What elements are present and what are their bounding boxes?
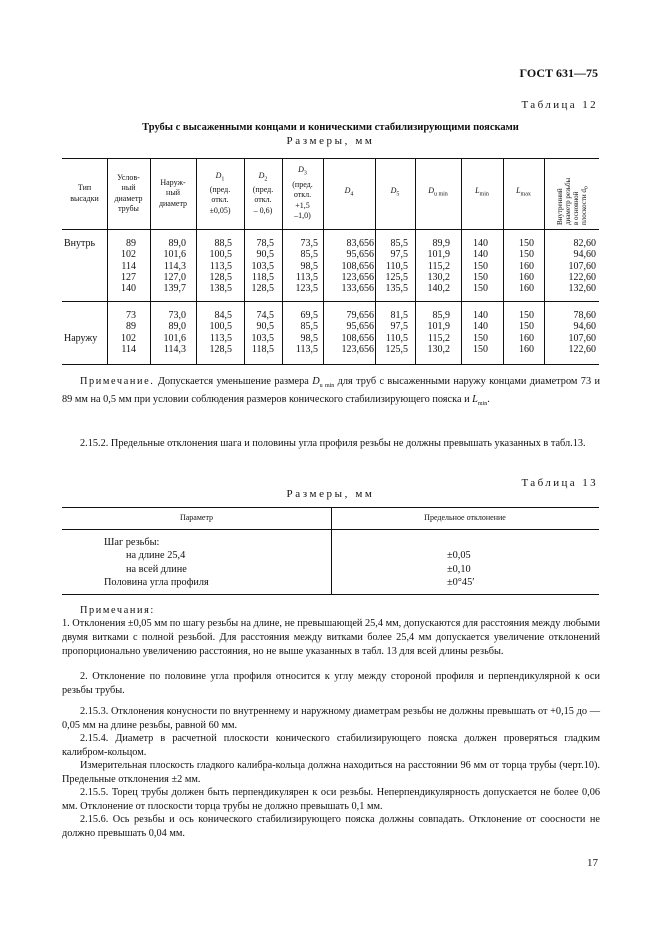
data-cell: 140	[121, 283, 136, 295]
header-text: диаметр	[158, 198, 188, 208]
data-cell: 118,5	[251, 271, 274, 283]
header-d1	[196, 158, 244, 229]
note-symbol: L	[472, 394, 478, 406]
header-symbol: D	[344, 186, 351, 196]
data-column	[121, 310, 136, 355]
data-cell: 100,5	[209, 249, 232, 261]
header-symbol: L	[475, 186, 480, 196]
data-cell: 113,5	[209, 332, 232, 344]
data-cell: 90,5	[256, 249, 274, 261]
data-cell: 127,0	[163, 271, 186, 283]
table13-note-2	[62, 670, 600, 698]
data-cell: 160	[519, 343, 534, 355]
data-column	[473, 310, 488, 355]
data-cell: 122,60	[568, 271, 596, 283]
header-text: – 0,6)	[253, 205, 273, 215]
header-subscript: 2	[264, 176, 268, 183]
header-text: Услов-	[117, 172, 140, 182]
data-cell: 102	[121, 249, 136, 261]
data-cell: 114,3	[163, 343, 186, 355]
header-l-min	[461, 158, 503, 229]
header-text: откл.	[211, 195, 229, 205]
data-cell: 150	[519, 321, 534, 333]
paragraph-text: 2.15.4. Диаметр в расчетной плоскости конического стабилизирующего пояска должен проверяться гладким калибром-кольцом.	[62, 733, 600, 758]
data-column	[210, 310, 233, 355]
header-subscript: 1	[221, 176, 225, 183]
data-cell: 118,5	[251, 343, 274, 355]
data-cell: 73,5	[300, 238, 318, 249]
data-cell: 90,5	[256, 321, 274, 333]
data-cell: 113,5	[295, 271, 318, 283]
paragraph-2-15-4-b	[62, 759, 600, 787]
data-cell: 110,5	[385, 260, 408, 272]
header-symbol: D	[258, 170, 265, 180]
table13-header-deviation	[331, 507, 599, 529]
table12-bottom-rule	[62, 364, 599, 365]
table13-dimensions-label: Размеры, мм	[286, 488, 375, 500]
data-cell: 125,5	[385, 271, 408, 283]
data-cell: 101,6	[163, 332, 186, 344]
data-cell: 97,5	[390, 321, 408, 333]
header-du-min	[415, 158, 461, 229]
header-text: откл.	[293, 190, 312, 200]
header-outer-diameter	[150, 158, 196, 229]
data-cell: 89,9	[432, 238, 450, 249]
data-cell: 140	[473, 310, 488, 321]
data-cell: 98,5	[300, 332, 318, 344]
data-cell: 73,0	[168, 310, 186, 321]
data-cell: 84,5	[214, 310, 232, 321]
data-cell: 82,60	[573, 238, 596, 249]
data-cell: 100,5	[209, 321, 232, 333]
data-cell: 122,60	[568, 343, 596, 355]
table13-value-cell: ±0°45′	[447, 577, 475, 588]
header-text: Внутренний	[556, 188, 564, 225]
standard-code: ГОСТ 631—75	[519, 66, 598, 80]
paragraph-text: 2.15.5. Торец трубы должен быть перпендикулярен к оси резьбы. Неперпендикулярность допускается не более 0,06 мм. Отклонение от плоскости торца трубы не должно превышать 0,1 мм.	[62, 787, 600, 812]
data-cell: 114	[121, 260, 136, 272]
paragraph-2-15-5	[62, 786, 600, 814]
group-label-outward: Наружу	[64, 333, 98, 344]
note-symbol: D	[312, 376, 320, 387]
data-cell: 74,5	[256, 310, 274, 321]
note-text: 2. Отклонение по половине угла профиля относится к углу между стороной профиля и перпендикулярной к оси резьбы трубы.	[62, 671, 600, 696]
paragraph-text: 2.15.2. Предельные отклонения шага и половины угла профиля резьбы не должны превышать указанных в табл.13.	[80, 438, 586, 449]
data-column	[473, 238, 488, 294]
data-cell: 85,5	[390, 238, 408, 249]
data-column	[428, 310, 451, 355]
data-column	[569, 310, 597, 355]
header-symbol: D	[428, 186, 434, 196]
header-text: трубы	[118, 204, 139, 213]
table13-value-cell: ±0,10	[447, 564, 471, 575]
header-d5	[375, 158, 415, 229]
data-cell: 101,9	[427, 249, 450, 261]
header-subscript: u min	[433, 192, 448, 199]
header-subscript: 5	[396, 192, 400, 199]
data-cell: 130,2	[427, 343, 450, 355]
header-d3	[282, 158, 323, 229]
data-cell: 128,5	[251, 283, 274, 295]
data-cell: 108,656	[341, 260, 374, 272]
header-text: Параметр	[179, 512, 214, 522]
data-cell: 73	[126, 310, 136, 321]
header-subscript: 4	[350, 192, 354, 199]
data-cell: 103,5	[251, 260, 274, 272]
header-text: Тип	[77, 183, 92, 192]
data-cell: 83,656	[346, 238, 374, 249]
data-column	[210, 238, 233, 294]
data-cell: 81,5	[390, 310, 408, 321]
data-cell: 102	[121, 332, 136, 344]
data-cell: 115,2	[427, 332, 450, 344]
paragraph-text: 2.15.6. Ось резьбы и ось конического стабилизирующего пояска должны совпадать. Отклонение от соосности не должно превышать 0,04 мм.	[62, 814, 600, 839]
header-text: +1,5	[295, 200, 310, 210]
header-subscript: o	[583, 186, 590, 190]
table13-param-cell: на всей длине	[126, 564, 187, 575]
data-cell: 150	[519, 249, 534, 261]
note-subscript: min	[477, 401, 488, 408]
data-column	[296, 238, 319, 294]
data-column	[342, 238, 375, 294]
header-subscript: 3	[303, 171, 307, 178]
table13-caption: Таблица 13	[521, 477, 598, 489]
header-text: (пред.	[209, 184, 231, 194]
data-cell: 150	[519, 310, 534, 321]
paragraph-2-15-2	[62, 437, 600, 451]
data-cell: 95,656	[346, 249, 374, 261]
data-cell: 79,656	[346, 310, 374, 321]
data-cell: 160	[519, 271, 534, 283]
data-cell: 114,3	[163, 260, 186, 272]
paragraph-2-15-4	[62, 732, 600, 760]
data-cell: 101,6	[163, 249, 186, 261]
data-cell: 140	[473, 238, 488, 249]
table13-notes-title	[62, 604, 600, 618]
data-cell: 138,5	[209, 283, 232, 295]
header-symbol: D	[298, 165, 304, 175]
data-cell: 128,5	[209, 271, 232, 283]
data-cell: 115,2	[427, 260, 450, 272]
header-l-max	[503, 158, 544, 229]
data-column	[569, 238, 597, 294]
table12-group-rule	[62, 301, 599, 302]
data-cell: 140,2	[427, 283, 450, 295]
header-text: (пред.	[292, 179, 313, 189]
header-nominal-diameter	[107, 158, 150, 229]
note-text: 1. Отклонения ±0,05 мм по шагу резьбы на длине, не превышающей 25,4 мм, допускаются для расстояния между любыми двумя витками с полной резьбой. Для расстояния между витками более 25,4 мм допускается увеличение отклонений пропорционально увеличению расстояния, но не выше указанных в табл. 13 для всей длины резьбы.	[62, 618, 600, 657]
note-label: Примечание.	[80, 376, 155, 387]
notes-title: Примечания:	[80, 605, 155, 616]
header-text: Наруж-	[160, 177, 186, 187]
data-cell: 98,5	[300, 260, 318, 272]
data-cell: 123,656	[341, 343, 374, 355]
note-text: для труб с высаженными наружу концами диаметром 73 и 89 мм на 0,5 мм при условии соблюдения размеров конического стабилизирующего пояска и	[62, 376, 600, 406]
data-cell: 107,60	[568, 260, 596, 272]
note-text: .	[487, 394, 490, 406]
data-cell: 94,60	[573, 321, 596, 333]
data-cell: 127	[121, 271, 136, 283]
table13-bottom-rule	[62, 594, 599, 595]
header-type	[62, 158, 107, 229]
data-column	[428, 238, 451, 294]
data-column	[519, 310, 534, 355]
data-cell: 114	[121, 343, 136, 355]
data-cell: 150	[473, 332, 488, 344]
data-cell: 150	[473, 260, 488, 272]
data-column	[342, 310, 375, 355]
header-text: откл.	[254, 195, 272, 205]
header-text: Предельное отклонение	[424, 512, 506, 522]
header-symbol: D	[215, 170, 222, 180]
header-text: ный	[166, 188, 180, 198]
data-cell: 78,60	[573, 310, 596, 321]
data-column	[164, 310, 187, 355]
table13-param-cell: на длине 25,4	[126, 550, 186, 561]
header-text: высадки	[70, 193, 99, 203]
data-cell: 108,656	[341, 332, 374, 344]
data-cell: 123,656	[341, 271, 374, 283]
data-cell: 135,5	[385, 283, 408, 295]
data-cell: 125,5	[385, 343, 408, 355]
header-text: в основной	[572, 191, 580, 225]
data-cell: 97,5	[390, 249, 408, 261]
data-cell: 130,2	[427, 271, 450, 283]
table12-col-rule	[544, 158, 545, 364]
header-symbol: D	[390, 186, 397, 196]
data-cell: 89	[126, 238, 136, 249]
data-cell: 150	[473, 271, 488, 283]
data-column	[121, 238, 136, 294]
data-cell: 150	[473, 283, 488, 295]
data-cell: 110,5	[385, 332, 408, 344]
data-cell: 128,5	[209, 343, 232, 355]
data-cell: 88,5	[214, 238, 232, 249]
header-text: (пред.	[252, 184, 274, 194]
data-cell: 160	[519, 283, 534, 295]
paragraph-text: 2.15.3. Отклонения конусности по внутреннему и наружному диаметрам резьбы не должны превышать от +0,15 до —0,05 мм на длине резьбы, равной 60 мм.	[62, 706, 600, 731]
data-cell: 133,656	[341, 283, 374, 295]
data-column	[386, 310, 409, 355]
data-cell: 113,5	[209, 260, 232, 272]
data-cell: 132,60	[568, 283, 596, 295]
header-d2	[244, 158, 282, 229]
table12-dimensions-label: Размеры, мм	[286, 135, 375, 147]
data-cell: 85,9	[432, 310, 450, 321]
paragraph-text: Измерительная плоскость гладкого калибра-кольца должна находиться на расстоянии 96 мм от торца трубы (черт.10). Предельные отклонения ±2 мм.	[62, 760, 600, 785]
data-cell: 85,5	[300, 321, 318, 333]
header-symbol: L	[516, 186, 521, 196]
group-label-inward: Внутрь	[64, 238, 96, 249]
data-cell: 89	[126, 321, 136, 333]
header-subscript: min	[479, 192, 489, 199]
paragraph-2-15-3	[62, 705, 600, 733]
data-column	[386, 238, 409, 294]
table12-note	[62, 375, 600, 411]
header-text: диаметр	[114, 193, 143, 203]
header-text: плоскости d	[580, 189, 588, 225]
data-column	[164, 238, 187, 294]
data-cell: 89,0	[168, 238, 186, 249]
page-number: 17	[587, 857, 598, 869]
data-cell: 150	[473, 343, 488, 355]
header-text: ный	[121, 183, 136, 192]
table12-title: Трубы с высаженными концами и коническими стабилизирующими поясками	[142, 122, 519, 133]
data-column	[296, 310, 318, 355]
note-subscript: u min	[319, 383, 335, 390]
table13-param-cell: Шаг резьбы:	[104, 537, 160, 548]
table13-value-cell: ±0,05	[447, 550, 471, 561]
header-text: диаметр резьбы	[564, 177, 572, 225]
data-cell: 123,5	[295, 283, 318, 295]
header-inner-thread-diameter	[556, 163, 590, 225]
data-cell: 85,5	[300, 249, 318, 261]
data-cell: 69,5	[300, 310, 318, 321]
data-cell: 107,60	[568, 332, 596, 344]
data-cell: 89,0	[168, 321, 186, 333]
data-cell: 113,5	[295, 343, 318, 355]
header-d4	[323, 158, 375, 229]
paragraph-2-15-6	[62, 813, 600, 841]
table12-caption: Таблица 12	[521, 99, 598, 111]
data-cell: 78,5	[256, 238, 274, 249]
data-cell: 103,5	[251, 332, 274, 344]
data-cell: 160	[519, 260, 534, 272]
note-text: Допускается уменьшение размера	[154, 376, 313, 387]
data-cell: 94,60	[573, 249, 596, 261]
table12-header-rule	[62, 229, 599, 230]
table13-header-param	[62, 507, 331, 529]
header-text: –1,0)	[294, 211, 311, 221]
table13-param-cell: Половина угла профиля	[104, 577, 209, 588]
data-column	[252, 238, 275, 294]
data-cell: 139,7	[163, 283, 186, 295]
data-column	[519, 238, 534, 294]
data-column	[252, 310, 275, 355]
data-cell: 140	[473, 321, 488, 333]
data-cell: 160	[519, 332, 534, 344]
header-text: ±0,05)	[209, 205, 231, 215]
data-cell: 95,656	[346, 321, 374, 333]
data-cell: 150	[519, 238, 534, 249]
data-cell: 140	[473, 249, 488, 261]
data-cell: 101,9	[427, 321, 450, 333]
header-subscript: max	[520, 192, 531, 199]
table13-note-1	[62, 617, 600, 659]
